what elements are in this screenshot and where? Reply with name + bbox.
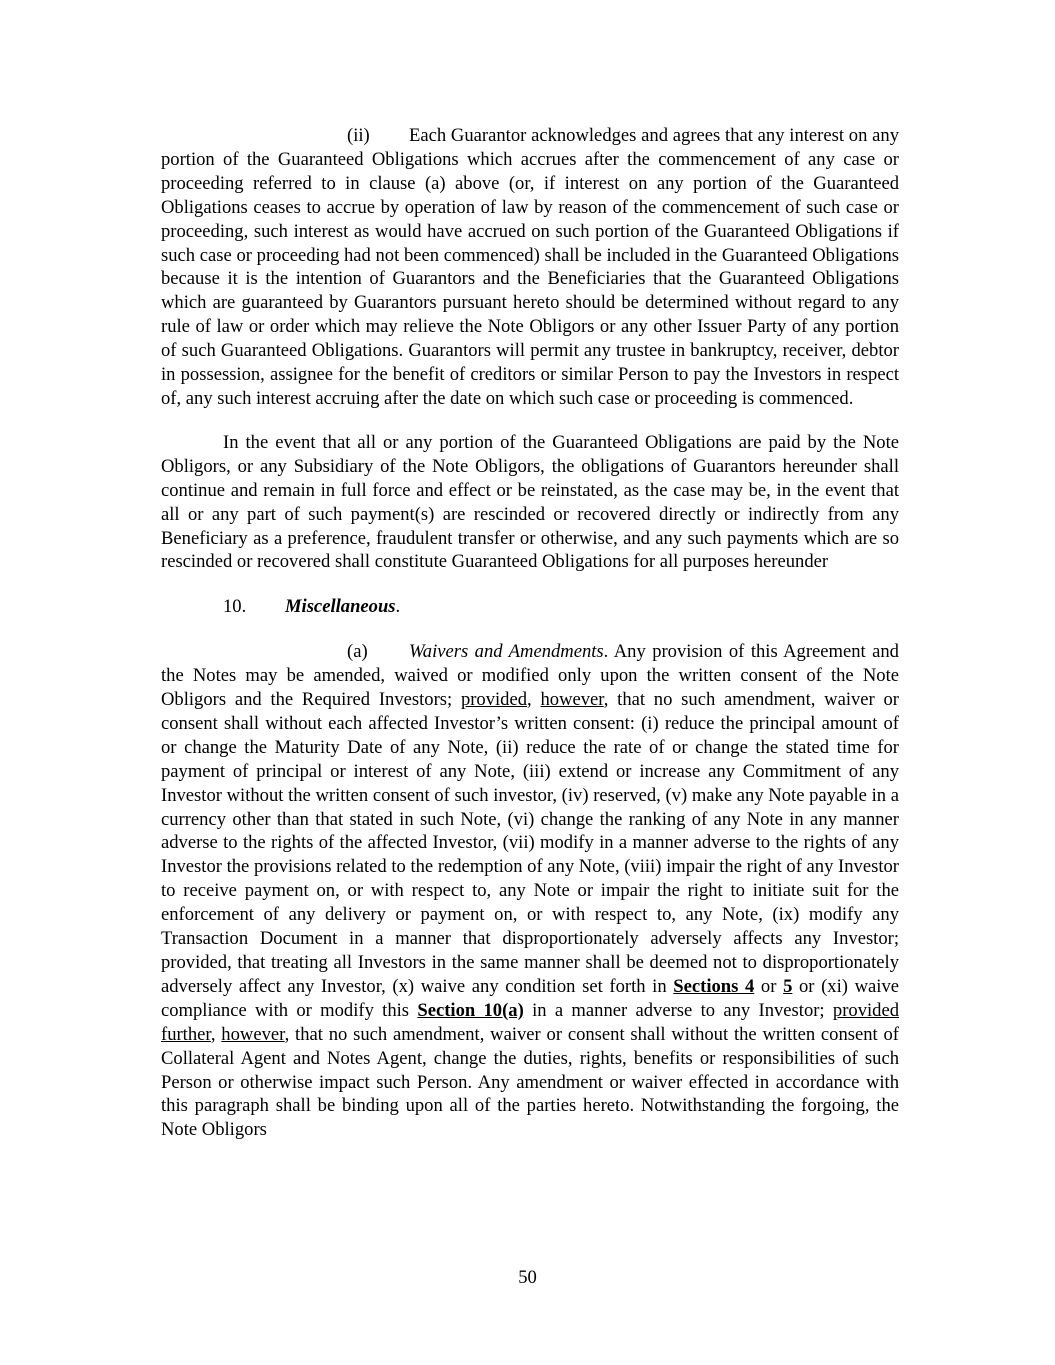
clause-a-text-5: , that no such amendment, waiver or consent shall without the written consent of Collateral Agent and Notes Agent, change the duties, rights, benefits or responsibilities of such Person or otherwise impact such Person. Any amendment or waiver effected in accordance with this paragraph shall be binding upon all of the parties hereto. Notwithstanding the forgoing, the Note Obligors [161, 1023, 899, 1141]
however-term-2: however [221, 1023, 285, 1045]
paragraph-ii [161, 124, 899, 411]
clause-a-text-1: . Any provision of this Agreement and the Notes may be amended, waived or modified only upon the written consent of the Note Obligors and the Required Investors; [161, 641, 899, 711]
clause-a-text-3: or (xi) waive compliance with or modify this [161, 975, 899, 1021]
paragraph-ii-text: Each Guarantor acknowledges and agrees that any interest on any portion of the Guaranteed Obligations which accrues after the commencement of any case or proceeding referred to in clause (a) above (or, if interest on any portion of the Guaranteed Obligations ceases to accrue by operation of law by reason of the commencement of such case or proceeding, such interest as would have accrued on such portion of the Guaranteed Obligations if such case or proceeding had not been commenced) shall be included in the Guaranteed Obligations because it is the intention of Guarantors and the Beneficiaries that the Guaranteed Obligations which are guaranteed by Guarantors pursuant hereto should be determined without regard to any rule of law or order which may relieve the Note Obligors or any other Issuer Party of any portion of such Guaranteed Obligations. Guarantors will permit any trustee in bankruptcy, receiver, debtor in possession, assignee for the benefit of creditors or similar Person to pay the Investors in respect of, any such interest accruing after the date on which such case or proceeding is commenced. [161, 125, 899, 409]
page-number: 50 [518, 1267, 537, 1288]
paragraph-reinstatement-text: In the event that all or any portion of the Guaranteed Obligations are paid by the Note Obligors, or any Subsidiary of the Note Obligors, the obligations of Guarantors hereunder shall continue and remain in full force and effect or be reinstated, as the case may be, in the event that all or any part of such payment(s) are rescinded or recovered directly or indirectly from any Beneficiary as a preference, fraudulent transfer or otherwise, and any such payments which are so rescinded or recovered shall constitute Guaranteed Obligations for all purposes hereunder [161, 431, 899, 573]
however-term: however [540, 689, 604, 711]
paragraph-a [161, 640, 899, 1142]
clause-a-title: Waivers and Amendments [409, 641, 604, 663]
provided-further-term: provided further [161, 999, 900, 1045]
provided-term: provided [460, 689, 528, 711]
sections-4-reference: Sections 4 [673, 975, 755, 997]
section-10a-reference: Section 10(a) [417, 999, 524, 1021]
clause-a-text-4: in a manner adverse to any Investor; [523, 999, 833, 1021]
section-5-reference: 5 [783, 975, 793, 997]
section-title: Miscellaneous [285, 596, 396, 618]
clause-label-ii: (ii) [347, 125, 370, 146]
section-heading-10 [161, 595, 899, 619]
paragraph-reinstatement [161, 431, 899, 574]
section-title-period: . [395, 596, 401, 618]
document-page [161, 124, 899, 1142]
comma-2: , [210, 1023, 222, 1045]
comma-1: , [527, 689, 541, 711]
or-connector: or [754, 975, 784, 997]
section-number: 10. [223, 596, 247, 618]
clause-a-text-2: , that no such amendment, waiver or consent shall without each affected Investor’s written consent: (i) reduce the principal amount of or change the Maturity Date of any Note, (ii) reduce the rate of or change the stated time for payment of principal or interest of any Note, (iii) extend or increase any Commitment of any Investor without the written consent of such investor, (iv) reserved, (v) make any Note payable in a currency other than that stated in such Note, (vi) change the ranking of any Note in any manner adverse to the rights of the affected Investor, (vii) modify in a manner adverse to the rights of any Investor the provisions related to the redemption of any Note, (viii) impair the right of any Investor to receive payment on, or with respect to, any Note or impair the right to initiate suit for the enforcement of any delivery or payment on, or with respect to, any Note, (ix) modify any Transaction Document in a manner that disproportionately adversely affects any Investor; provided, that treating all Investors in the same manner shall be deemed not to disproportionately adversely affect any Investor, (x) waive any condition set forth in [161, 689, 899, 997]
clause-label-a: (a) [347, 641, 368, 663]
